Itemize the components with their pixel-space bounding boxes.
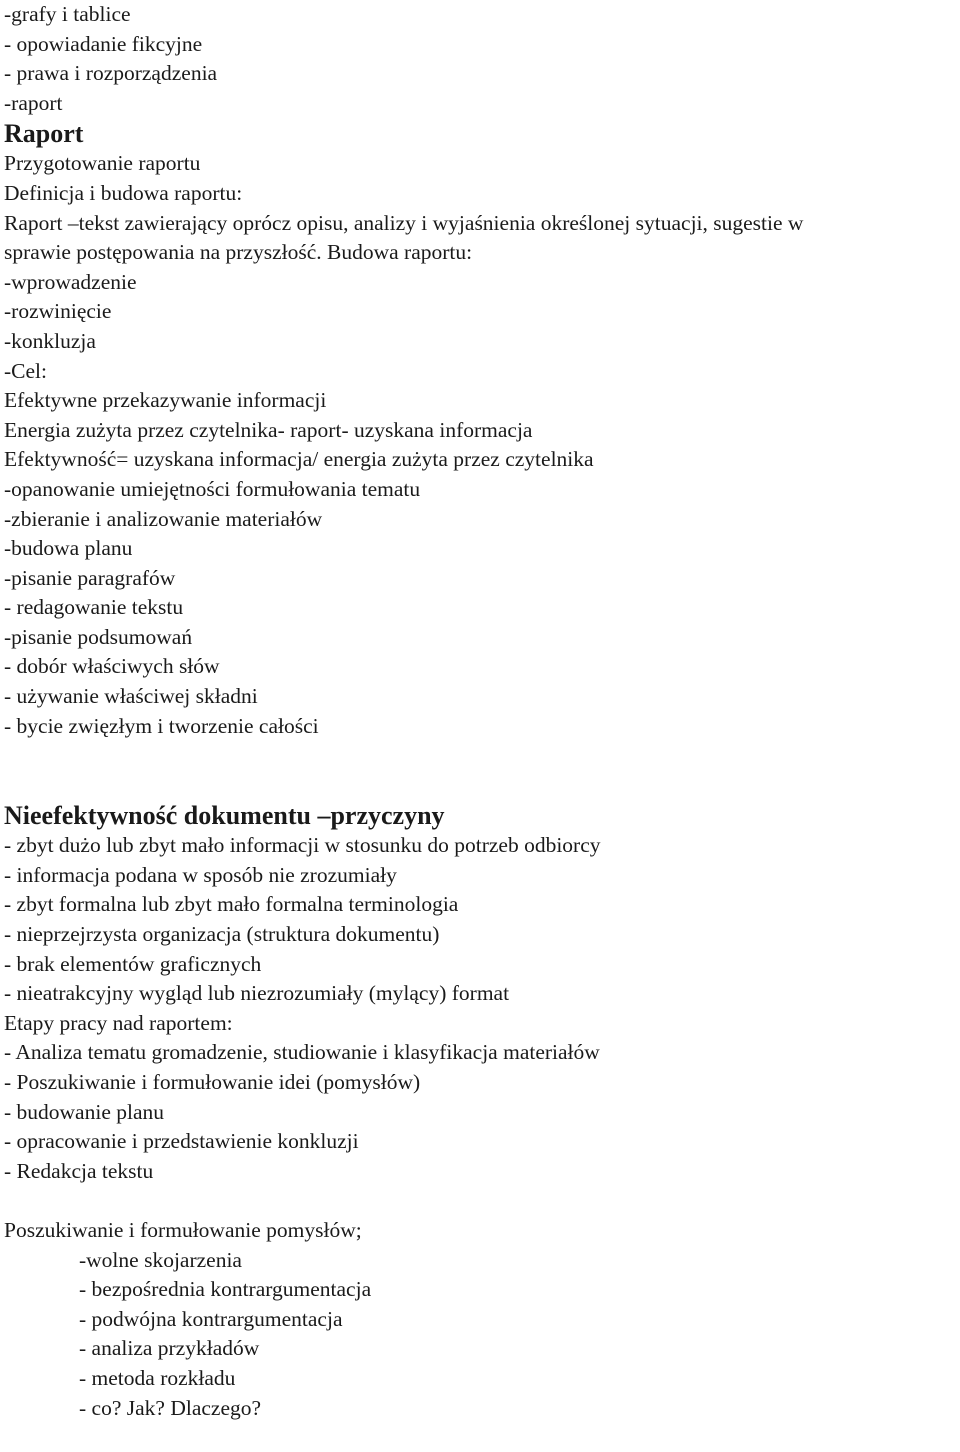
structure-item: -pisanie paragrafów <box>4 565 176 590</box>
structure-label: Budowa raportu: <box>321 240 473 265</box>
spacer <box>4 1186 956 1216</box>
structure-item: -rozwinięcie <box>4 299 112 324</box>
reason-item: - zbyt dużo lub zbyt mało informacji w stosunku do potrzeb odbiorcy <box>4 833 601 858</box>
stage-item: - Analiza tematu gromadzenie, studiowanie i klasyfikacja materiałów <box>4 1040 600 1065</box>
structure-item: -opanowanie umiejętności formułowania tematu <box>4 476 421 501</box>
definition-line <box>4 238 956 268</box>
spacer <box>4 741 956 800</box>
section-heading-nieefektywnosc <box>4 800 956 831</box>
definition-text: sprawie postępowania na przyszłość. <box>4 240 322 265</box>
structure-item: -konkluzja <box>4 328 96 353</box>
structure-item: - redagowanie tekstu <box>4 595 184 620</box>
structure-item: Energia zużyta przez czytelnika- raport- uzyskana informacja <box>4 417 533 442</box>
reason-item: - zbyt formalna lub zbyt mało formalna terminologia <box>4 892 459 917</box>
structure-item: Efektywność= uzyskana informacja/ energia zużyta przez czytelnika <box>4 447 594 472</box>
method-item: - bezpośrednia kontrargumentacja <box>79 1277 372 1302</box>
structure-item: - używanie właściwej składni <box>4 684 258 709</box>
method-item: - analiza przykładów <box>79 1336 260 1361</box>
reason-item: - brak elementów graficznych <box>4 951 262 976</box>
definition-label: Definicja i budowa raportu: <box>4 180 243 205</box>
intro-item: -raport <box>4 90 63 115</box>
intro-item: - opowiadanie fikcyjne <box>4 31 203 56</box>
structure-item: -wprowadzenie <box>4 269 137 294</box>
method-item: -wolne skojarzenia <box>79 1247 242 1272</box>
preparation-text: Przygotowanie raportu <box>4 151 201 176</box>
heading-part: Nieefektywność dokumentu <box>4 801 318 831</box>
structure-item: - bycie zwięzłym i tworzenie całości <box>4 713 319 738</box>
reason-item: - nieprzejrzysta organizacja (struktura dokumentu) <box>4 922 440 947</box>
stages-label: Etapy pracy nad raportem: <box>4 1010 233 1035</box>
structure-item: -Cel: <box>4 358 47 383</box>
stage-item: - opracowanie i przedstawienie konkluzji <box>4 1129 359 1154</box>
section-heading-raport: Raport <box>4 119 84 149</box>
stage-item: - Redakcja tekstu <box>4 1158 154 1183</box>
method-item: - podwójna kontrargumentacja <box>79 1306 343 1331</box>
intro-item: - prawa i rozporządzenia <box>4 61 218 86</box>
structure-item: Efektywne przekazywanie informacji <box>4 388 327 413</box>
ideas-label: Poszukiwanie i formułowanie pomysłów; <box>4 1217 362 1242</box>
stage-item: - budowanie planu <box>4 1099 165 1124</box>
structure-item: -zbieranie i analizowanie materiałów <box>4 506 323 531</box>
structure-item: - dobór właściwych słów <box>4 654 220 679</box>
reason-item: - informacja podana w sposób nie zrozumiały <box>4 862 397 887</box>
heading-part: –przyczyny <box>317 801 445 831</box>
method-item: - metoda rozkładu <box>79 1365 236 1390</box>
structure-item: -budowa planu <box>4 536 133 561</box>
stage-item: - Poszukiwanie i formułowanie idei (pomysłów) <box>4 1070 421 1094</box>
document-page <box>4 0 956 1423</box>
method-item: - co? Jak? Dlaczego? <box>79 1395 262 1420</box>
reason-item: - nieatrakcyjny wygląd lub niezrozumiały (mylący) format <box>4 981 510 1006</box>
structure-item: -pisanie podsumowań <box>4 624 193 649</box>
definition-line: Raport –tekst zawierający oprócz opisu, analizy i wyjaśnienia określonej sytuacji, sugestie w <box>4 210 804 235</box>
intro-item: -grafy i tablice <box>4 2 131 26</box>
